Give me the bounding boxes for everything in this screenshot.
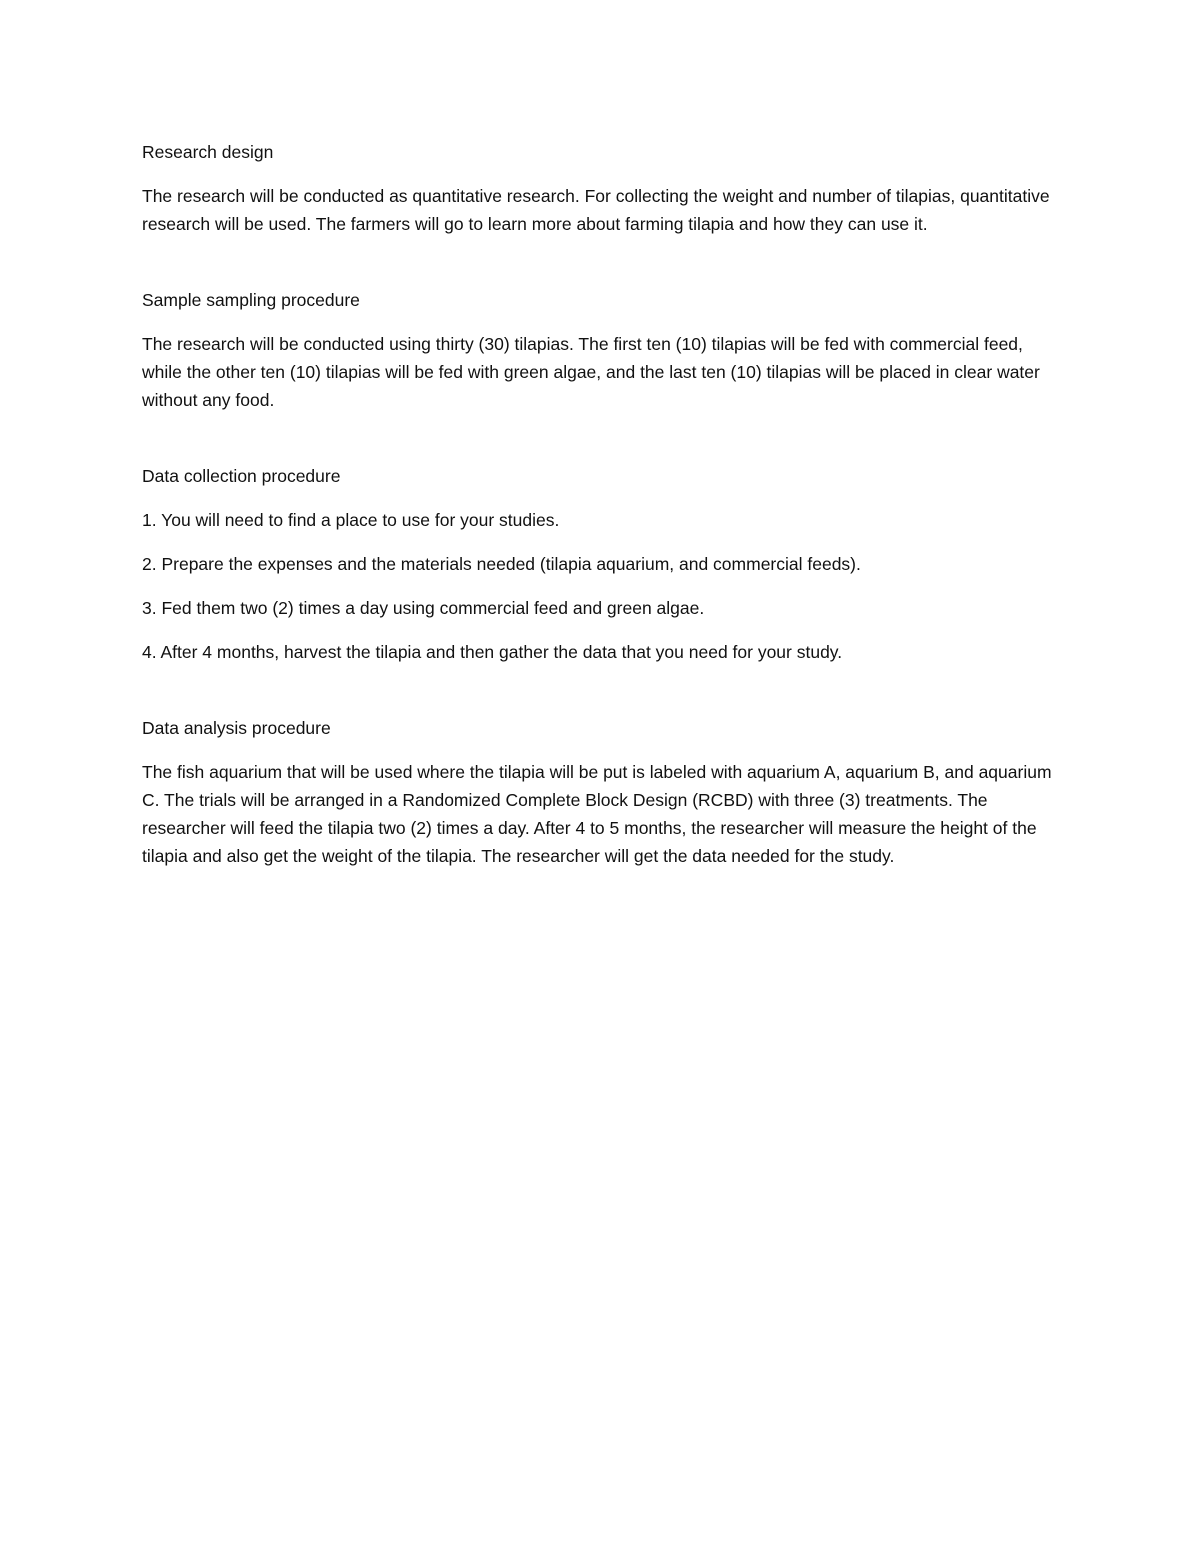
list-item: 2. Prepare the expenses and the materials needed (tilapia aquarium, and commercial feeds).	[142, 554, 861, 574]
list-item: 3. Fed them two (2) times a day using commercial feed and green algae.	[142, 598, 705, 618]
section-research-design	[142, 138, 1062, 238]
section-paragraph: The fish aquarium that will be used where the tilapia will be put is labeled with aquarium A, aquarium B, and aquarium C. The trials will be arranged in a Randomized Complete Block Design (RCBD) with three (3) treatments. The researcher will feed the tilapia two (2) times a day. After 4 to 5 months, the researcher will measure the height of the tilapia and also get the weight of the tilapia. The researcher will get the data needed for the study.	[142, 762, 1052, 866]
section-data-collection	[142, 462, 1062, 666]
list-item: 1. You will need to find a place to use for your studies.	[142, 510, 560, 530]
section-heading: Data analysis procedure	[142, 718, 331, 738]
section-heading: Data collection procedure	[142, 466, 341, 486]
list-item: 4. After 4 months, harvest the tilapia and then gather the data that you need for your study.	[142, 642, 843, 662]
section-heading: Research design	[142, 142, 274, 162]
section-sampling-procedure	[142, 286, 1062, 414]
procedure-list	[142, 506, 1062, 666]
section-paragraph: The research will be conducted using thirty (30) tilapias. The first ten (10) tilapias will be fed with commercial feed, while the other ten (10) tilapias will be fed with green algae, and the last ten (10) tilapias will be placed in clear water without any food.	[142, 334, 1040, 410]
section-paragraph: The research will be conducted as quantitative research. For collecting the weight and number of tilapias, quantitative research will be used. The farmers will go to learn more about farming tilapia and how they can use it.	[142, 186, 1050, 234]
document-body	[142, 138, 1062, 918]
section-data-analysis	[142, 714, 1062, 870]
section-heading: Sample sampling procedure	[142, 290, 360, 310]
